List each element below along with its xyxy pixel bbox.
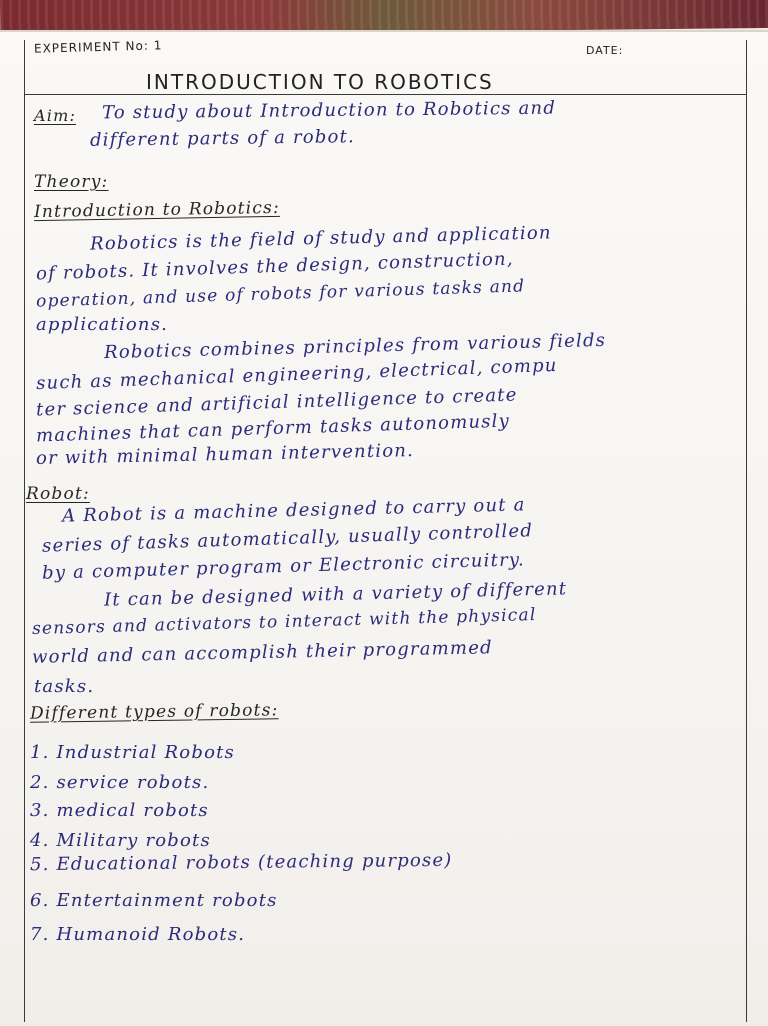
header-rule	[24, 94, 746, 95]
types-item-7: 7. Humanoid Robots.	[30, 924, 246, 945]
aim-line-2: different parts of a robot.	[89, 126, 356, 151]
intro-subheading: Introduction to Robotics:	[33, 197, 281, 223]
theory-line-4: applications.	[36, 314, 169, 335]
robot-line-4: It can be designed with a variety of different	[103, 578, 568, 611]
theory-line-1: Robotics is the field of study and application	[89, 222, 552, 255]
theory-line-6: such as mechanical engineering, electrical, compu	[35, 354, 558, 395]
theory-line-8: machines that can perform tasks autonomusly	[35, 410, 511, 447]
robot-line-7: tasks.	[34, 676, 95, 697]
types-item-6: 6. Entertainment robots	[30, 890, 278, 911]
theory-line-5: Robotics combines principles from various fields	[103, 329, 607, 364]
types-item-5: 5. Educational robots (teaching purpose)	[29, 849, 453, 876]
aim-line-1: To study about Introduction to Robotics and	[101, 97, 557, 124]
robot-line-5: sensors and activators to interact with the physical	[31, 604, 537, 640]
experiment-number: EXPERIMENT No: 1	[33, 38, 163, 56]
theory-line-9: or with minimal human intervention.	[35, 440, 415, 469]
types-item-2: 2. service robots.	[30, 772, 210, 793]
date-label: DATE:	[586, 44, 624, 57]
types-item-4: 4. Military robots	[30, 830, 211, 851]
types-label: Different types of robots:	[29, 700, 279, 724]
right-margin-line	[746, 40, 747, 1022]
theory-line-7: ter science and artificial intelligence to create	[35, 384, 518, 421]
left-margin-line	[24, 40, 25, 1022]
theory-line-2: of robots. It involves the design, construction,	[35, 248, 515, 285]
theory-label: Theory:	[34, 172, 109, 192]
page-title: INTRODUCTION TO ROBOTICS	[146, 70, 494, 94]
robot-line-2: series of tasks automatically, usually controlled	[41, 520, 534, 557]
robot-label: Robot:	[26, 484, 90, 504]
types-item-1: 1. Industrial Robots	[30, 742, 235, 763]
aim-label: Aim:	[34, 106, 77, 125]
types-item-3: 3. medical robots	[30, 800, 209, 821]
robot-line-6: world and can accomplish their programmed	[31, 637, 493, 668]
robot-line-1: A Robot is a machine designed to carry out a	[61, 494, 526, 527]
robot-line-3: by a computer program or Electronic circuitry.	[41, 549, 526, 584]
theory-line-3: operation, and use of robots for various tasks and	[35, 276, 526, 312]
